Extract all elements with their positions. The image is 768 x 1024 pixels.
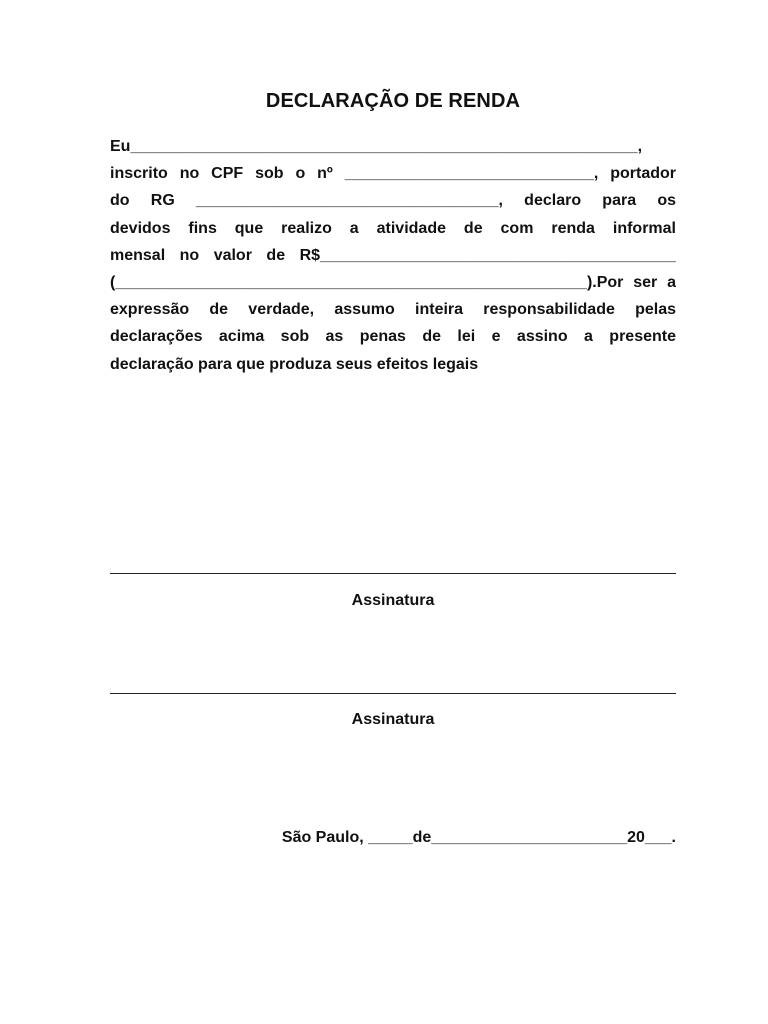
declaration-body [110, 133, 676, 378]
signature-line-1 [110, 573, 676, 574]
document-title: DECLARAÇÃO DE RENDA [265, 90, 521, 112]
body-line: declarações acima sob as penas de lei e assino a presente [110, 328, 676, 346]
body-line: declaração para que produza seus efeitos legais [110, 355, 479, 373]
signature-label-1: Assinatura [351, 592, 435, 609]
signature-label-2: Assinatura [351, 711, 435, 728]
body-line: expressão de verdade, assumo inteira responsabilidade pelas [110, 301, 676, 319]
body-line: Eu_________________________________________________________, [110, 138, 643, 155]
body-line: devidos fins que realizo a atividade de com renda informal [110, 219, 676, 237]
body-line: (_____________________________________________________).Por ser a [110, 274, 676, 292]
place-date-line: São Paulo, _____de______________________20___. [281, 829, 676, 846]
body-line: mensal no valor de R$________________________________________ [110, 246, 676, 264]
signature-line-2 [110, 693, 676, 694]
body-line: do RG __________________________________, declaro para os [110, 192, 676, 210]
body-line: inscrito no CPF sob o nº ____________________________, portador [110, 165, 676, 183]
